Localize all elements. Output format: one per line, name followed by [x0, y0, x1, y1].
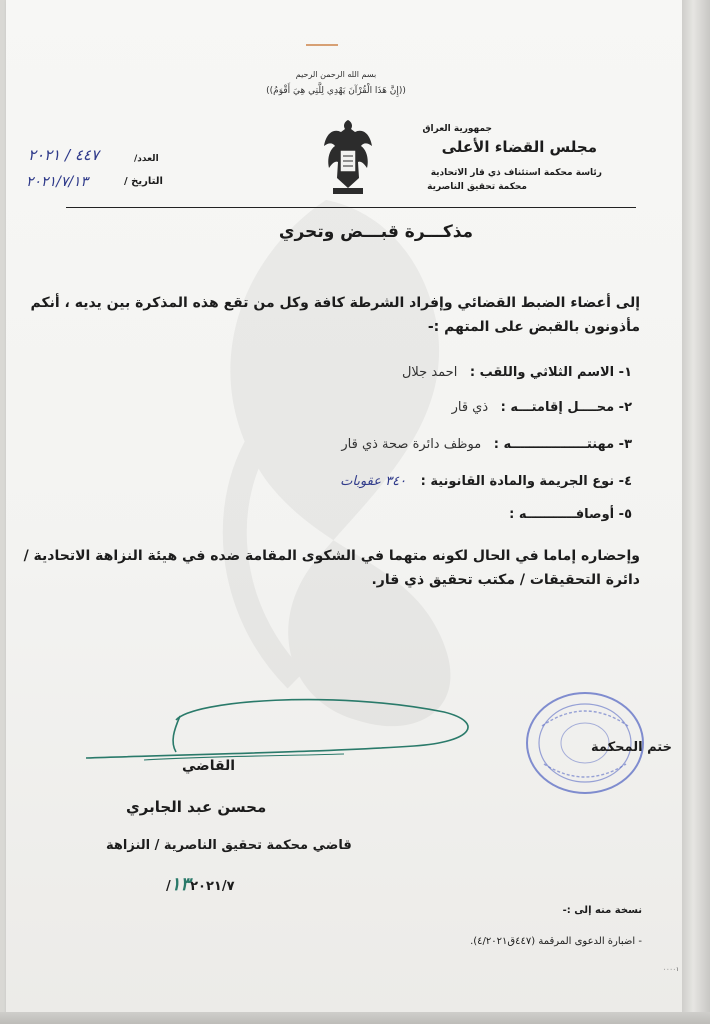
judge-name: محسن عبد الجابري	[126, 798, 267, 816]
accused-name-row	[402, 365, 632, 380]
watermark-logo	[116, 180, 536, 740]
quran-verse: ((إِنَّ هَذَا الْقُرْآنَ يَهْدِي لِلَّتِي هِيَ أَقْوَمُ))	[266, 86, 406, 96]
republic-label: جمهورية العراق	[422, 124, 492, 134]
number-label: العدد/	[134, 154, 159, 164]
judge-title: قاضي محكمة تحقيق الناصرية / النزاهة	[106, 838, 352, 853]
scan-mark	[306, 44, 338, 46]
court-label: محكمة تحقيق الناصرية	[427, 182, 527, 192]
signature-date	[166, 874, 235, 895]
footer-mark: ٠٠٠٠١	[663, 966, 680, 973]
eagle-emblem-icon	[321, 116, 375, 200]
residence-label: ٢- محــــل إقامتـــه :	[500, 400, 632, 415]
document-page	[6, 0, 682, 1018]
residence-value: ذي قار	[451, 400, 489, 415]
date-label: التاريخ /	[124, 176, 163, 187]
basmala: بسم الله الرحمن الرحيم	[295, 70, 377, 79]
occupation-value: موظف دائرة صحة ذي قار	[341, 437, 482, 452]
crime-row	[340, 474, 632, 489]
memo-title: مذكـــرة قبـــض وتحري	[278, 222, 474, 242]
signature-date-prefix: ٢٠٢١/٧/	[166, 879, 235, 894]
judge-signature	[84, 690, 484, 770]
accused-name-label: ١- الاسم الثلاثي واللقب :	[469, 365, 632, 380]
page-bottom-edge	[0, 1012, 710, 1024]
crime-label: ٤- نوع الجريمة والمادة القانونية :	[420, 474, 632, 489]
page-edge	[682, 0, 710, 1024]
description-row	[501, 507, 632, 522]
presidency-label: رئاسة محكمة استئناف ذي قار الاتحادية	[430, 168, 602, 178]
council-title: مجلس القضاء الأعلى	[441, 138, 597, 156]
signature-date-day: ١٣	[170, 874, 191, 895]
occupation-label: ٣- مهنتـــــــــــــــــه :	[493, 437, 632, 452]
copy-to-label: نسخة منه إلى :-	[562, 905, 642, 916]
description-label: ٥- أوصافـــــــــــه :	[509, 507, 632, 522]
intro-paragraph: إلى أعضاء الضبط القضائي وإفراد الشرطة كافة وكل من تقع هذه المذكرة بين يديه ، أنكم مأذونون بالقبض على المتهم :-	[30, 295, 640, 335]
copy-to-item: - اضبارة الدعوى المرقمة (٤٤٧ق٤/٢٠٢١).	[470, 936, 642, 947]
number-value: ٤٤٧ / ٢٠٢١	[28, 146, 99, 164]
header-divider	[66, 207, 636, 208]
date-value: ٢٠٢١/٧/١٣	[26, 174, 89, 190]
crime-value: ٣٤٠ عقوبات	[340, 474, 407, 489]
accused-name-value: احمد جلال	[401, 365, 458, 380]
closing-paragraph: وإحضاره إماما في الحال لكونه متهما في الشكوى المقامة ضده في هيئة النزاهة الاتحادية / دائرة التحقيقات / مكتب تحقيق ذي قار.	[23, 548, 640, 588]
seal-label: ختم المحكمة	[591, 740, 672, 755]
residence-row	[452, 400, 632, 415]
judge-label: القاضي	[182, 758, 236, 774]
occupation-row	[341, 437, 632, 452]
